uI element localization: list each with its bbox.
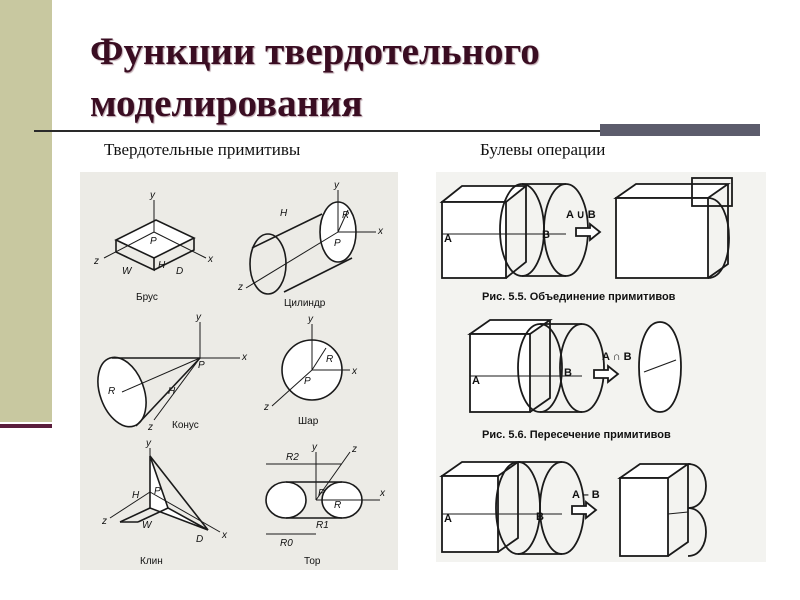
cone-dim-r: R: [108, 386, 116, 397]
union-label-b: B: [542, 229, 550, 241]
union-op: A ∪ B: [566, 209, 596, 221]
brus-dim-w: W: [122, 266, 132, 277]
intersection-caption: Рис. 5.6. Пересечение примитивов: [482, 429, 671, 441]
torus-label: Тор: [304, 556, 321, 567]
intersection-label-a: A: [472, 375, 480, 387]
union-label-a: A: [444, 233, 452, 245]
brus-axis-y: y: [150, 190, 155, 201]
brus-axis-x: x: [208, 254, 213, 265]
wedge-dim-w: W: [142, 520, 152, 531]
torus-point-p: P: [318, 488, 325, 499]
cone-axis-x: x: [242, 352, 247, 363]
slide-title: [90, 26, 540, 130]
side-decoration-bar: [0, 424, 52, 428]
cone-axis-z: z: [148, 422, 153, 433]
slide-title-line2: моделирования: [90, 82, 363, 125]
wedge-label: Клин: [140, 556, 163, 567]
sphere-label: Шар: [298, 416, 319, 427]
boolean-figure: [436, 172, 766, 567]
wedge-axis-z: z: [102, 516, 107, 527]
sphere-dim-r: R: [326, 354, 334, 365]
union-caption: Рис. 5.5. Объединение примитивов: [482, 291, 676, 303]
sphere-point-p: P: [304, 376, 311, 387]
sphere-axis-x: x: [352, 366, 357, 377]
cylinder-axis-y: y: [334, 180, 339, 191]
cylinder-axis-x: x: [378, 226, 383, 237]
wedge-axis-y: y: [146, 438, 151, 449]
side-decoration-strip: [0, 0, 52, 422]
brus-point-p: P: [150, 236, 157, 247]
sphere-axis-y: y: [308, 314, 313, 325]
intersection-label-b: B: [564, 367, 572, 379]
subtraction-label-a: A: [444, 513, 452, 525]
cylinder-axis-z: z: [238, 282, 243, 293]
wedge-dim-d: D: [196, 534, 204, 545]
cone-axis-y: y: [196, 312, 201, 323]
brus-dim-d: D: [176, 266, 184, 277]
cylinder-point-p: P: [334, 238, 341, 249]
wedge-axis-x: x: [222, 530, 227, 541]
cylinder-label: Цилиндр: [284, 298, 326, 309]
cone-dim-h: H: [168, 386, 176, 397]
brus-label: Брус: [136, 292, 158, 303]
torus-dim-r: R: [334, 500, 342, 511]
cylinder-dim-h: H: [280, 208, 288, 219]
cone-label: Конус: [172, 420, 199, 431]
primitives-figure-svg: [80, 172, 398, 570]
boolean-heading: Булевы операции: [480, 140, 606, 159]
torus-dim-r1: R1: [316, 520, 329, 531]
brus-axis-z: z: [94, 256, 99, 267]
torus-axis-x: x: [380, 488, 385, 499]
torus-dim-r0: R0: [280, 538, 293, 549]
slide-title-line1: Функции твердотельного: [90, 30, 540, 73]
torus-dim-r2: R2: [286, 452, 299, 463]
wedge-dim-h: H: [132, 490, 140, 501]
sphere-axis-z: z: [264, 402, 269, 413]
torus-axis-y: y: [312, 442, 317, 453]
boolean-figure-svg: [436, 172, 766, 562]
subtraction-op: A – B: [572, 489, 600, 501]
brus-dim-h: H: [158, 260, 166, 271]
cylinder-dim-r: R: [342, 210, 350, 221]
primitives-figure: [80, 172, 398, 575]
cone-point-p: P: [198, 360, 205, 371]
torus-axis-z: z: [352, 444, 357, 455]
subtraction-label-b: B: [536, 511, 544, 523]
wedge-point-p: P: [154, 486, 161, 497]
primitives-heading: Твердотельные примитивы: [104, 140, 301, 159]
intersection-op: A ∩ B: [602, 351, 632, 363]
title-divider-accent: [600, 124, 760, 136]
